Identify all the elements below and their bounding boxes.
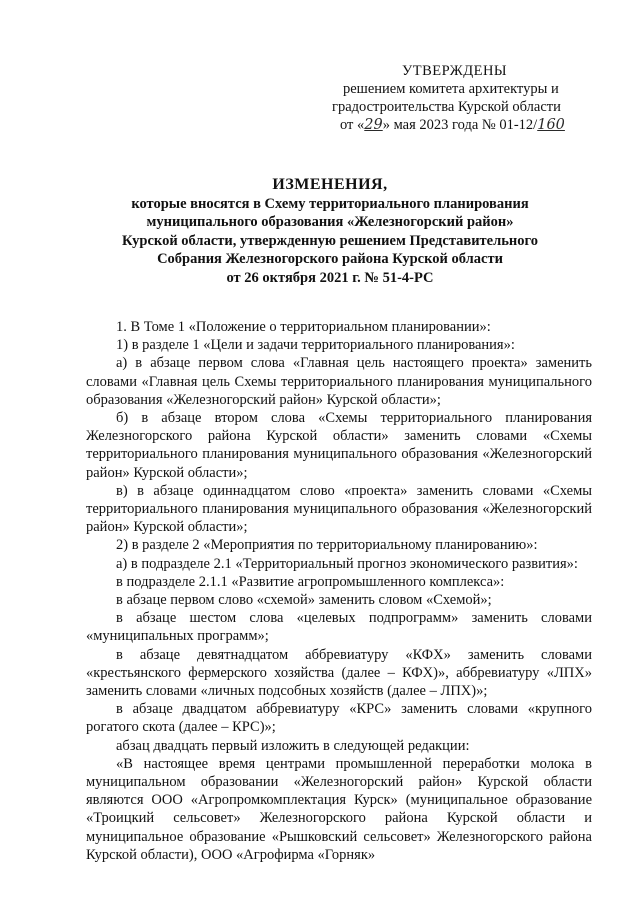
approval-date-line bbox=[330, 116, 630, 134]
paragraph: в абзаце двадцатом аббревиатуру «КРС» заменить словами «крупного рогатого скота (далее – КРС)»; bbox=[86, 701, 592, 736]
paragraph: а) в подразделе 2.1 «Территориальный прогноз экономического развития»: bbox=[116, 555, 578, 572]
paragraph: 2) в разделе 2 «Мероприятия по территориальному планированию»: bbox=[116, 537, 538, 554]
date-middle: » мая 2023 года № 01-12/ bbox=[382, 117, 538, 133]
paragraph: в) в абзаце одиннадцатом слово «проекта» заменить словами «Схемы территориального планирования муниципального образования «Железногорский район» Курской области»; bbox=[86, 482, 592, 536]
paragraph: «В настоящее время центрами промышленной переработки молока в муниципальном образовании «Железногорский район» Курской области являются ООО «Агропромкомплектация Курск» (муниципальное образование «Троицкий сельсовет» Железногорского района Курской области и муниципальное образование «Рышковский сельсовет» Железногорского района Курской области), ООО «Агрофирма «Горняк» bbox=[86, 755, 592, 863]
paragraph: в абзаце первом слово «схемой» заменить словом «Схемой»; bbox=[116, 592, 492, 609]
paragraph: в подразделе 2.1.1 «Развитие агропромышленного комплекса»: bbox=[116, 573, 505, 590]
approval-line-2: градостроительства Курской области bbox=[332, 99, 561, 115]
document-body bbox=[86, 318, 592, 864]
date-day-handwritten: 29 bbox=[364, 117, 383, 133]
title-subtitle-line: от 26 октября 2021 г. № 51-4-РС bbox=[226, 269, 434, 286]
paragraph: в абзаце шестом слова «целевых подпрограмм» заменить словами «муниципальных программ»; bbox=[86, 610, 592, 645]
paragraph: 1) в разделе 1 «Цели и задачи территориального планирования»: bbox=[116, 337, 515, 354]
date-prefix: от « bbox=[340, 117, 365, 133]
paragraph: б) в абзаце втором слова «Схемы территориального планирования Железногорского района Курской области» заменить словами «Схемы территориального планирования муниципального образования «Железногорский район» Курской области»; bbox=[86, 410, 592, 481]
title-subtitle-line: которые вносятся в Схему территориального планирования bbox=[131, 195, 529, 212]
approval-stamp bbox=[330, 62, 630, 134]
title-subtitle-line: Собрания Железногорского района Курской области bbox=[157, 251, 503, 267]
paragraph: абзац двадцать первый изложить в следующей редакции: bbox=[116, 737, 470, 754]
document-number-handwritten: 160 bbox=[537, 117, 565, 133]
approval-heading: УТВЕРЖДЕНЫ bbox=[402, 63, 508, 79]
paragraph: а) в абзаце первом слова «Главная цель настоящего проекта» заменить словами «Главная цель Схемы территориального планирования муниципального образования «Железногорский район» Курской области»; bbox=[86, 355, 592, 408]
approval-line-1: решением комитета архитектуры и bbox=[343, 81, 559, 97]
title-subtitle-line: Курской области, утвержденную решением Представительного bbox=[122, 232, 538, 249]
paragraph: 1. В Томе 1 «Положение о территориальном планировании»: bbox=[116, 319, 491, 335]
paragraph: в абзаце девятнадцатом аббревиатуру «КФХ» заменить словами «крестьянского фермерского хозяйства (далее – КФХ)», аббревиатуру «ЛПХ» заменить словами «личных подсобных хозяйств (далее – ЛПХ)»; bbox=[86, 646, 592, 700]
document-title bbox=[60, 176, 600, 287]
title-heading: ИЗМЕНЕНИЯ, bbox=[272, 176, 388, 193]
title-subtitle-line: муниципального образования «Железногорский район» bbox=[146, 214, 514, 230]
